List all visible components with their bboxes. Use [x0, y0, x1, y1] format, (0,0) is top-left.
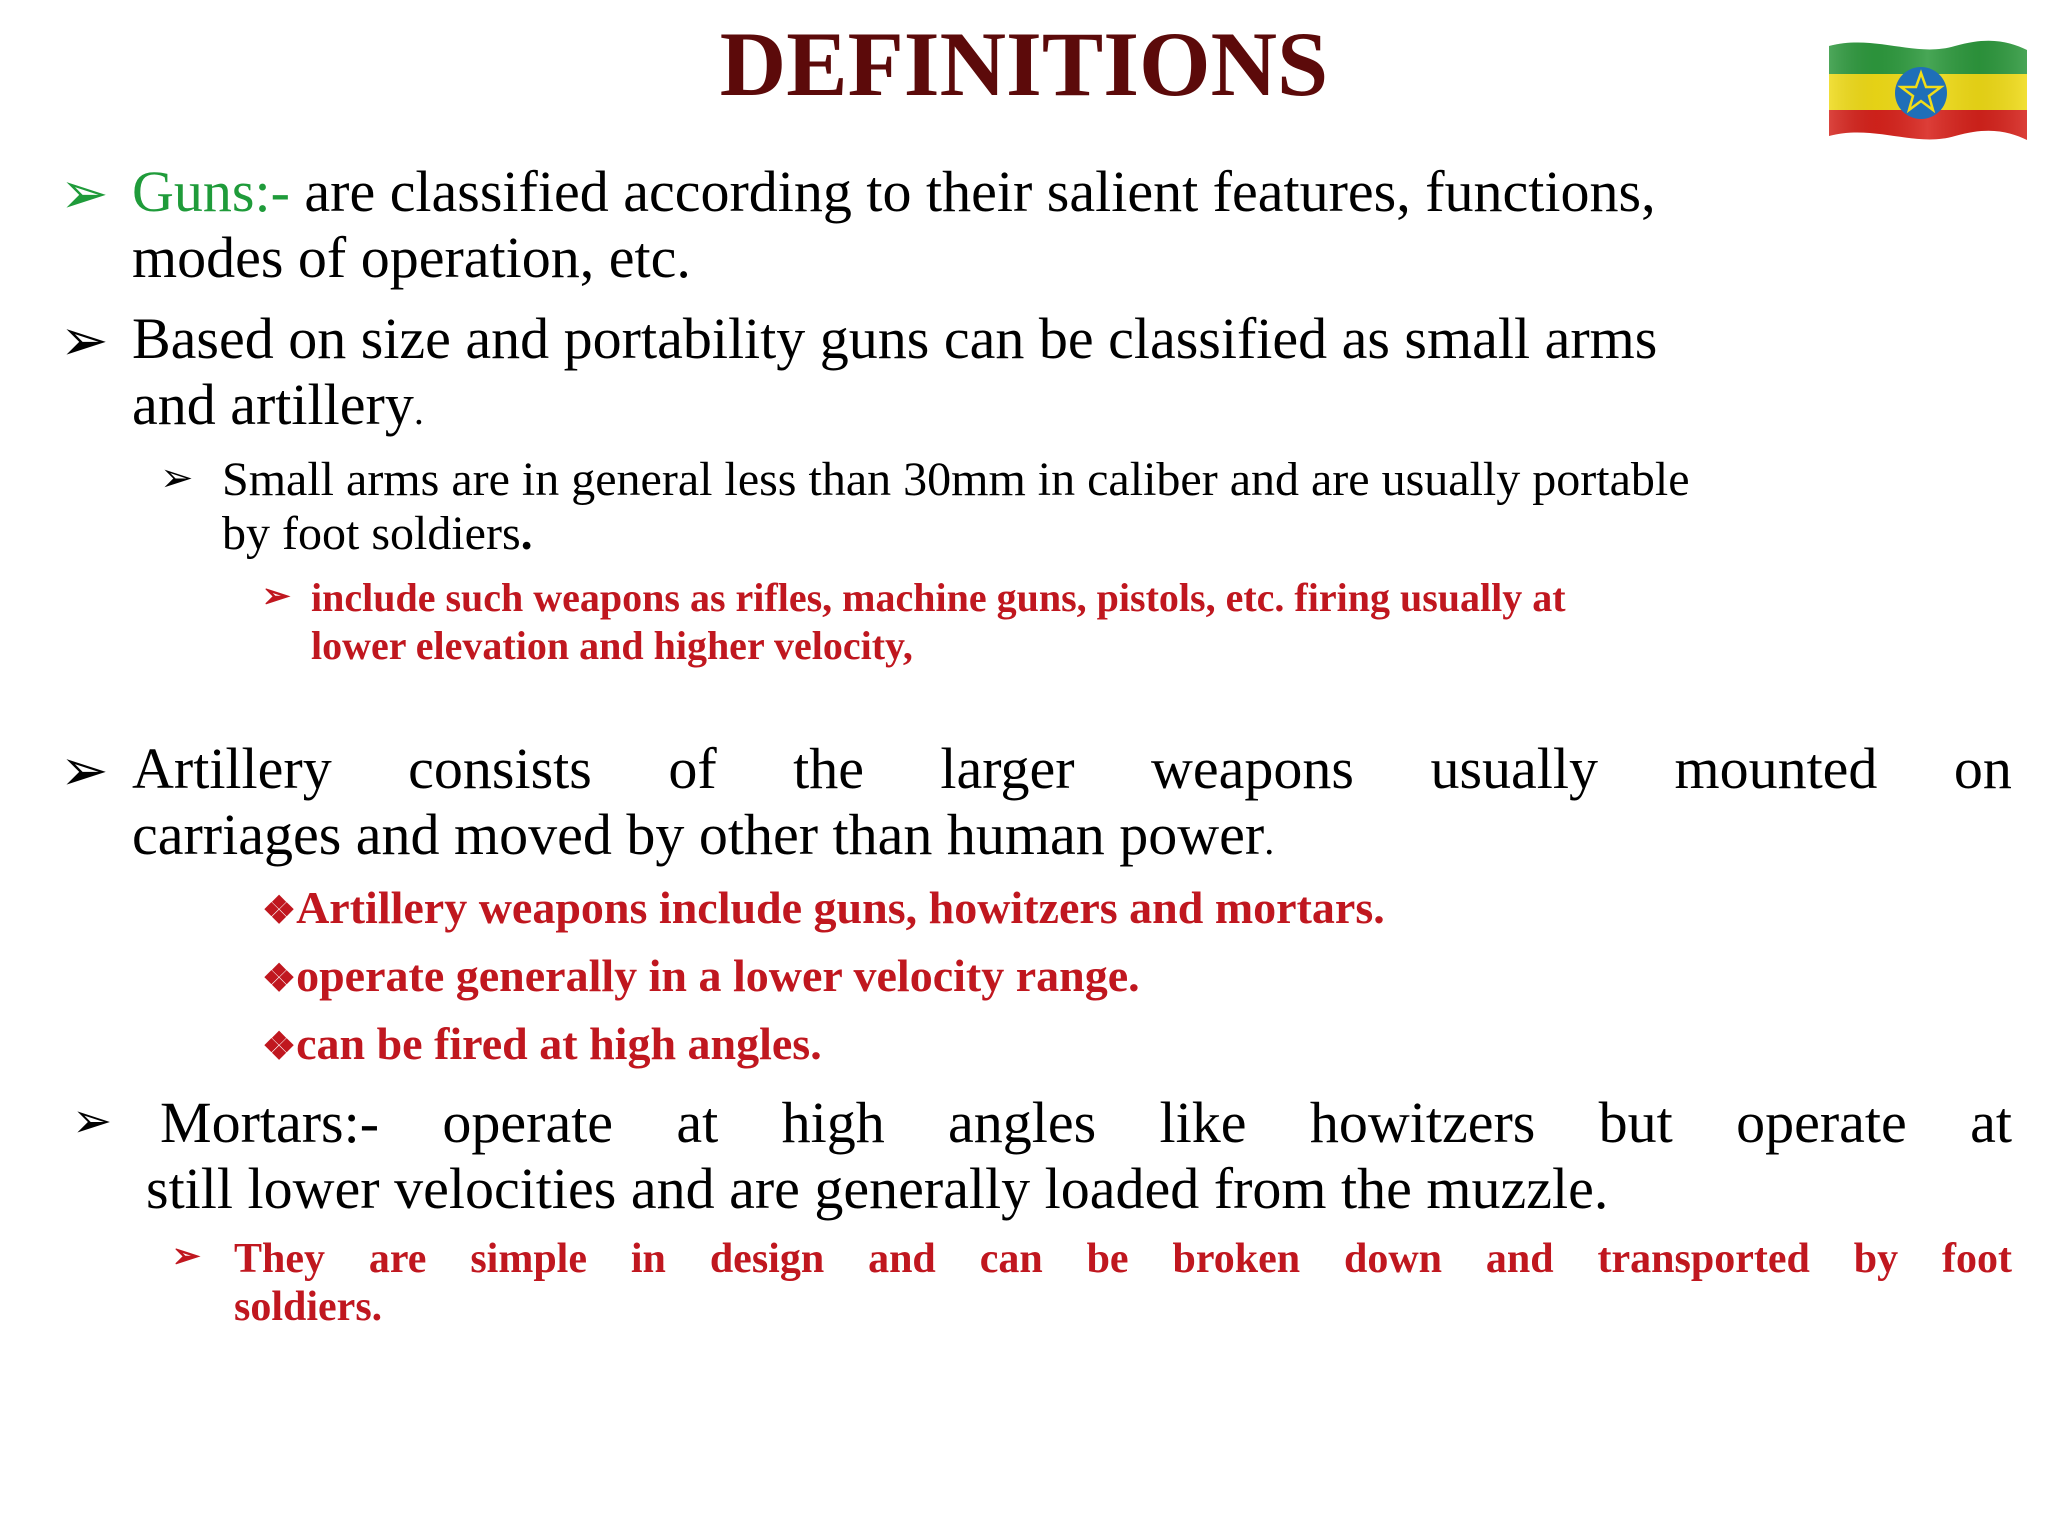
arrow-bullet-icon: ➢: [60, 738, 109, 803]
small-arms-line-2: by foot soldiers: [222, 507, 521, 560]
mortars-word: at: [1970, 1090, 2012, 1155]
artillery-word: larger: [940, 736, 1075, 801]
mortars-line-2: still lower velocities and are generally loaded from the muzzle.: [146, 1156, 1609, 1221]
small-arms-line-1: Small arms are in general less than 30mm in caliber and are usually portable: [222, 453, 1690, 506]
artillery-line-1: [132, 736, 2012, 801]
mortars-detail-word: and: [1485, 1236, 1554, 1282]
artillery-line-2: carriages and moved by other than human power: [132, 802, 1265, 867]
mortars-detail-word: are: [368, 1236, 427, 1282]
mortars-line-1: [146, 1090, 2012, 1155]
artillery-word: on: [1953, 736, 2012, 801]
arrow-bullet-icon: ➢: [60, 308, 109, 373]
artillery-word: usually: [1430, 736, 1598, 801]
mortars-detail-word: and: [868, 1236, 936, 1282]
arrow-bullet-icon: ➢: [60, 161, 109, 226]
mortars-word: operate: [442, 1090, 614, 1155]
diamond-bullet-icon: ❖: [262, 958, 297, 1000]
artillery-point-text: can be fired at high angles.: [296, 1018, 822, 1069]
mortars-detail-word: be: [1086, 1236, 1129, 1282]
artillery-word: mounted: [1674, 736, 1878, 801]
artillery-point-text: Artillery weapons include guns, howitzers and mortars.: [296, 882, 1385, 933]
mortars-detail-line-1: [234, 1238, 2012, 1280]
size-line-1: Based on size and portability guns can be classified as small arms: [132, 306, 1658, 371]
mortars-detail-word: down: [1343, 1236, 1443, 1282]
mortars-word: high: [781, 1090, 885, 1155]
mortars-detail-word: transported: [1597, 1236, 1810, 1282]
guns-line-2: modes of operation, etc.: [132, 225, 691, 290]
mortars-word: at: [676, 1090, 719, 1155]
artillery-point: [262, 1018, 1762, 1069]
mortars-detail-word: in: [630, 1236, 666, 1282]
slide-title: DEFINITIONS: [719, 13, 1329, 115]
mortars-detail-word: design: [709, 1236, 825, 1282]
artillery-point: [262, 882, 1762, 933]
small-arms-detail-line-1: include such weapons as rifles, machine guns, pistols, etc. firing usually at: [311, 575, 1566, 620]
artillery-points-list: [262, 882, 1762, 1069]
size-line-2-end: .: [413, 388, 424, 433]
artillery-word: of: [668, 736, 717, 801]
guns-term: Guns:-: [132, 159, 290, 224]
mortars-word: angles: [948, 1090, 1097, 1155]
mortars-detail-word: broken: [1172, 1236, 1301, 1282]
artillery-point: [262, 950, 1762, 1001]
mortars-word: like: [1159, 1090, 1247, 1155]
artillery-word: consists: [408, 736, 592, 801]
arrow-bullet-icon: ➢: [160, 455, 194, 500]
mortars-word: but: [1598, 1090, 1673, 1155]
ethiopia-flag-icon: [1825, 36, 2030, 151]
arrow-bullet-icon: ➢: [72, 1095, 113, 1148]
mortars-detail-word: They: [234, 1236, 326, 1282]
mortars-detail-word: can: [979, 1236, 1043, 1282]
mortars-detail-word: foot: [1942, 1236, 2012, 1282]
mortars-word: howitzers: [1309, 1090, 1536, 1155]
mortars-detail-line-2: soldiers.: [234, 1284, 383, 1330]
arrow-bullet-icon: ➢: [262, 578, 291, 615]
artillery-word: weapons: [1151, 736, 1354, 801]
mortars-word: Mortars:-: [160, 1090, 380, 1155]
diamond-bullet-icon: ❖: [262, 1026, 297, 1068]
size-line-2: and artillery: [132, 372, 414, 437]
diamond-bullet-icon: ❖: [262, 890, 297, 932]
artillery-point-text: operate generally in a lower velocity range.: [296, 950, 1140, 1001]
small-arms-line-2-end: .: [520, 507, 533, 560]
artillery-line-2-end: .: [1264, 818, 1275, 863]
mortars-word: operate: [1736, 1090, 1907, 1155]
guns-line-1: are classified according to their salient features, functions,: [289, 159, 1656, 224]
artillery-word: Artillery: [132, 736, 332, 801]
mortars-detail-word: by: [1853, 1236, 1899, 1282]
arrow-bullet-icon: ➢: [172, 1238, 201, 1275]
small-arms-detail-line-2: lower elevation and higher velocity,: [311, 623, 913, 668]
mortars-detail-word: simple: [470, 1236, 587, 1282]
artillery-word: the: [793, 736, 864, 801]
